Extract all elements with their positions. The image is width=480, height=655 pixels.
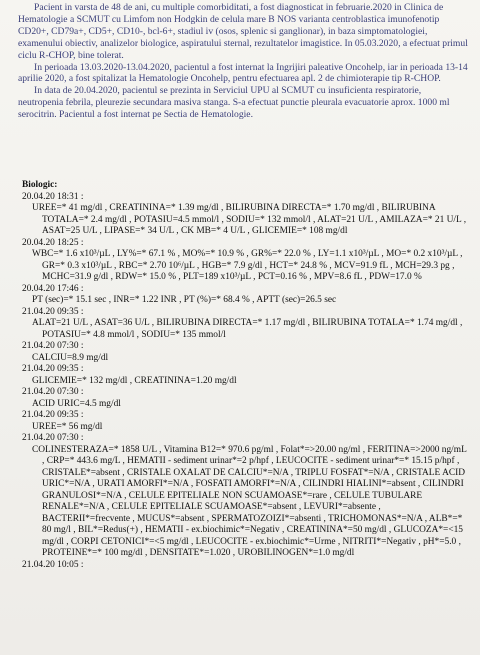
- history-paragraph: In perioada 13.03.2020-13.04.2020, pacientul a fost internat la Ingrijiri paleative Oncohelp, iar in perioada 13-14 aprilie 2020, a fost spitalizat la Hematologie Oncohelp, pentru efectuarea apl. 2 de chimioterapie tip R-CHOP.: [18, 61, 468, 85]
- lab-timestamp: 21.04.20 09:35 :: [22, 410, 84, 420]
- history-paragraph: In data de 20.04.2020, pacientul se prezinta in Serviciul UPU al SCMUT cu insuficienta respiratorie, neutropenia febrila, pleurezie secundara masiva stanga. S-a efectuat punctie pleurala evacuatorie aprox. 1000 ml serocitrin. Pacientul a fost internat pe Sectia de Hematologie.: [18, 85, 450, 121]
- lab-results: [22, 180, 467, 571]
- lab-lines: [22, 192, 467, 572]
- lab-result-line: PT (sec)=* 15.1 sec , INR=* 1.22 INR , PT (%)=* 68.4 % , APTT (sec)=26.5 sec: [32, 295, 337, 305]
- lab-timestamp: 21.04.20 09:35 :: [22, 364, 84, 374]
- lab-result-line: GLICEMIE=* 132 mg/dl , CREATININA=1.20 mg/dl: [32, 375, 237, 386]
- lab-timestamp: 21.04.20 07:30 :: [22, 433, 84, 443]
- lab-result-line: COLINESTERAZA=* 1858 U/L , Vitamina B12=* 970.6 pg/ml , Folat*=>20.00 ng/ml , FERITINA=>2000 ng/mL , CRP=* 443.6 mg/L , HEMATII - sediment urinar*=2 p/hpf , LEUCOCITE - sediment urinar*=* 15.15 p/hpf , CRISTALE*=absent , CRISTALE OXALAT DE CALCIU*=N/A , TRIPLU FOSFAT*=N/A , CRISTALE ACID URIC*=N/A , URATI AMORFI*=N/A , FOSFATI AMORFI*=N/A , CILINDRI HIALINI*=absent , CILINDRI GRANULOSI*=N/A , CELULE EPITELIALE NON SCUAMOASE*=rare , CELULE TUBULARE RENALE*=N/A , CELULE EPITELIALE SCUAMOASE*=absent , LEVURI*=absente , BACTERII*=frecvente , MUCUS*=absent , SPERMATOZOIZI*=absenti , TRICHOMONAS*=N/A , ALB*=* 80 mg/l , BIL*=Redus(+) , HEMATII - ex.biochimic*=Negativ , CREATININA*=50 mg/dl , GLUCOZA*=<15 mg/dl , CORPI CETONICI*=<5 mg/dl , LEUCOCITE - ex.biochimic*=Urme , NITRITI*=Negativ , pH*=5.0 , PROTEINE*=* 100 mg/dl , DENSITATE*=1.020 , UROBILINOGEN*=1.0 mg/dl: [32, 444, 467, 558]
- lab-timestamp: 21.04.20 10:05 :: [22, 559, 84, 570]
- lab-timestamp: 21.04.20 07:30 :: [22, 341, 84, 351]
- lab-timestamp: 21.04.20 09:35 :: [22, 306, 84, 317]
- lab-timestamp: 20.04.20 18:25 :: [22, 237, 84, 248]
- lab-result-line: ALAT=21 U/L , ASAT=36 U/L , BILIRUBINA DIRECTA=* 1.17 mg/dl , BILIRUBINA TOTALA=* 1.74 mg/dl , POTASIU=* 4.8 mmol/l , SODIU=* 135 mmol/l: [32, 318, 463, 340]
- lab-result-line: ACID URIC=4.5 mg/dl: [32, 398, 121, 409]
- lab-timestamp: 20.04.20 17:46 :: [22, 283, 84, 294]
- lab-result-line: UREE=* 41 mg/dl , CREATININA=* 1.39 mg/dl , BILIRUBINA DIRECTA=* 1.70 mg/dl , BILIRUBINA TOTALA=* 2.4 mg/dl , POTASIU=4.5 mmol/l , SODIU=* 132 mmol/l , ALAT=21 U/L , AMILAZA=* 21 U/L , ASAT=25 U/L , LIPASE=* 34 U/L , CK MB=* 4 U/L , GLICEMIE=* 108 mg/dl: [32, 203, 467, 236]
- lab-timestamp: 21.04.20 07:30 :: [22, 387, 84, 397]
- lab-result-line: CALCIU=8.9 mg/dl: [32, 352, 109, 363]
- lab-heading: Biologic:: [22, 180, 58, 190]
- history-paragraph: Pacient in varsta de 48 de ani, cu multiple comorbiditati, a fost diagnosticat in februarie.2020 in Clinica de Hematologie a SCMUT cu Limfom non Hodgkin de celula mare B NOS varianta centroblastica imunofenotip CD20+, CD79a+, CD5+, CD10-, bcl-6+, stadiul iv (osos, splenic si ganglionar), in baza simptomatologiei, examenului obiectiv, analizelor biologice, aspiratului sternal, rezultatelor imagistice. In 05.03.2020, a efectuat primul ciclu R-CHOP, bine tolerat.: [18, 2, 468, 61]
- lab-result-line: UREE=* 56 mg/dl: [32, 421, 103, 432]
- lab-result-line: WBC=* 1.6 x10³/µL , LY%=* 67.1 % , MO%=* 10.9 % , GR%=* 22.0 % , LY=1.1 x10³/µL , MO=* 0.2 x10³/µL , GR=* 0.3 x10³/µL , RBC=* 2.70 10⁶/µL , HGB=* 7.9 g/dl , HCT=* 24.8 % , MCV=91.9 fL , MCH=29.3 pg , MCHC=31.9 g/dl , RDW=* 15.0 % , PLT=189 x10³/µL , PCT=0.16 % , MPV=8.6 fL , PDW=17.0 %: [32, 249, 463, 282]
- patient-history: [18, 2, 468, 121]
- lab-timestamp: 20.04.20 18:31 :: [22, 191, 84, 202]
